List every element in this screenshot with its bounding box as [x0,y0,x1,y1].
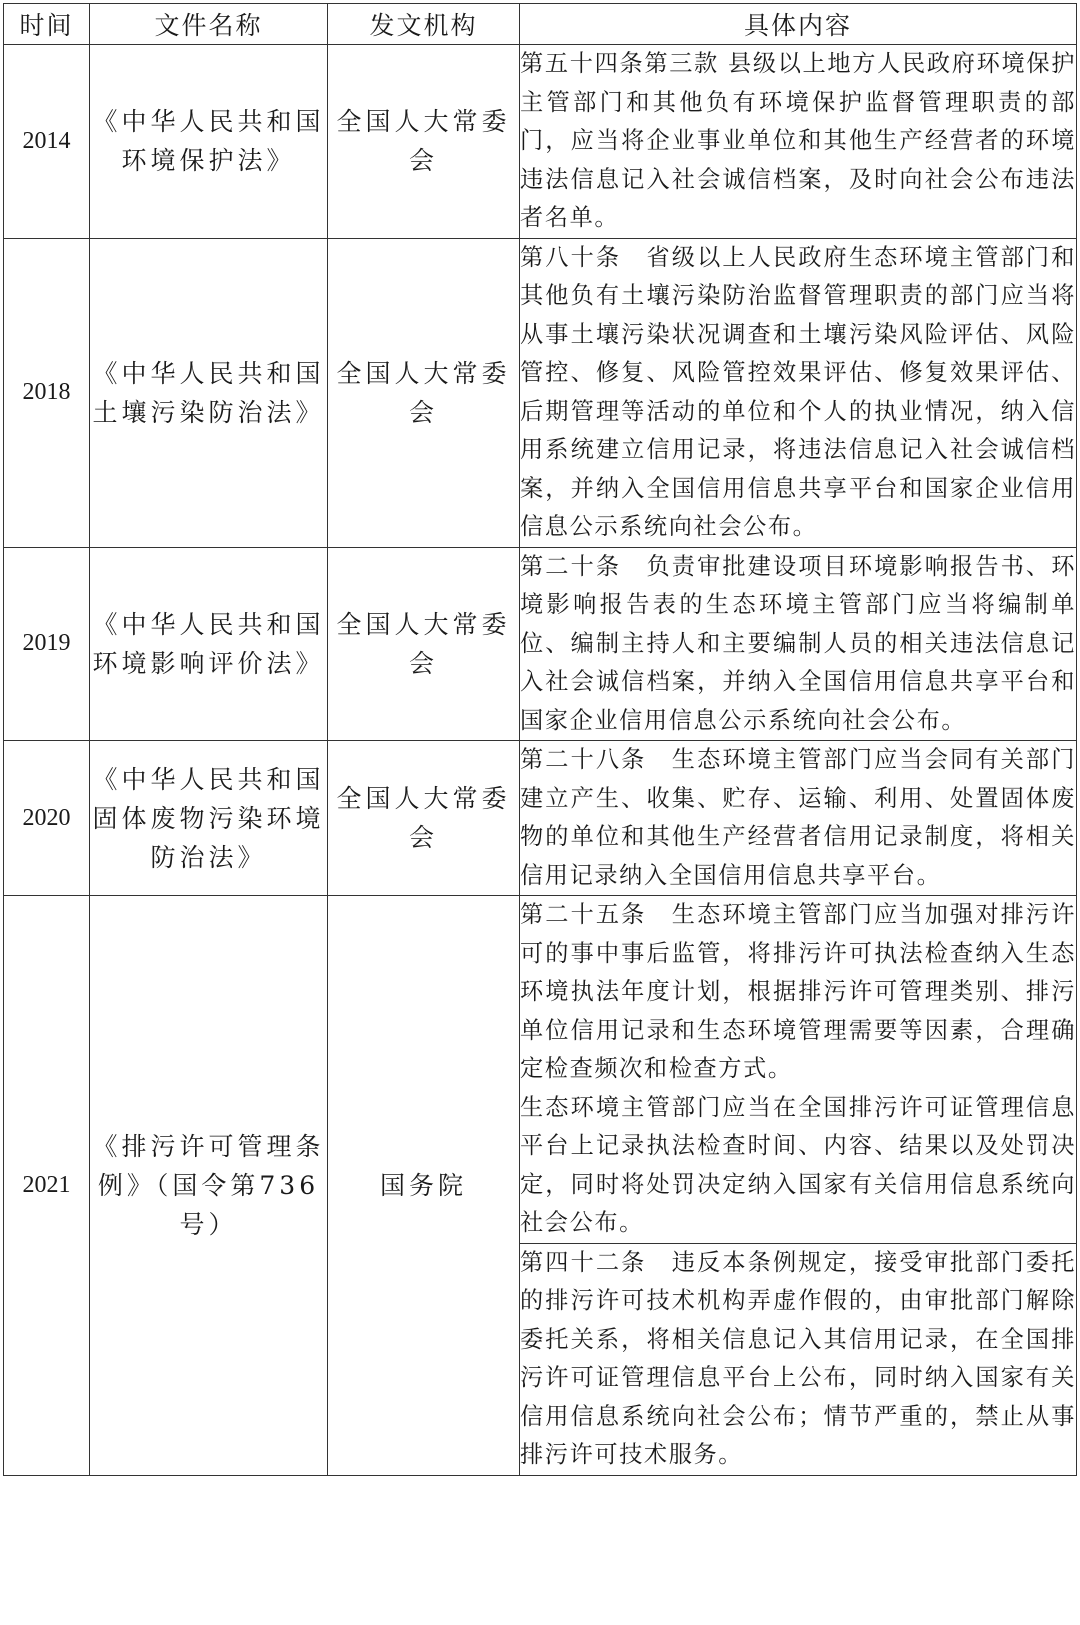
year-cell: 2020 [4,741,90,896]
content-paragraph: 第八十条 省级以上人民政府生态环境主管部门和其他负有土壤污染防治监督管理职责的部门应当将从事土壤污染状况调查和土壤污染风险评估、风险管控、修复、风险管控效果评估、修复效果评估、后期管理等活动的单位和个人的执业情况，纳入信用系统建立信用记录，将违法信息记入社会诚信档案，并纳入全国信用信息共享平台和国家企业信用信息公示系统向社会公布。 [520,243,1076,540]
issuer-cell: 全国人大常委会 [328,45,520,239]
issuer-cell: 全国人大常委会 [328,741,520,896]
document-cell: 《中华人民共和国土壤污染防治法》 [90,238,328,547]
document-cell: 《中华人民共和国环境保护法》 [90,45,328,239]
content-paragraph: 第五十四条第三款 县级以上地方人民政府环境保护主管部门和其他负有环境保护监督管理职责的部门，应当将企业事业单位和其他生产经营者的环境违法信息记入社会诚信档案，及时向社会公布违法者名单。 [520,50,1076,231]
content-paragraph: 第二十五条 生态环境主管部门应当加强对排污许可的事中事后监管，将排污许可执法检查纳入生态环境执法年度计划，根据排污许可管理类别、排污单位信用记录和生态环境管理需要等因素，合理确定检查频次和检查方式。 [520,901,1076,1082]
content-paragraph: 第二十八条 生态环境主管部门应当会同有关部门建立产生、收集、贮存、运输、利用、处置固体废物的单位和其他生产经营者信用记录制度，将相关信用记录纳入全国信用信息共享平台。 [520,746,1076,889]
header-issuer: 发文机构 [328,4,520,45]
document-cell: 《中华人民共和国环境影响评价法》 [90,547,328,741]
issuer-cell: 国务院 [328,896,520,1476]
document-cell: 《中华人民共和国固体废物污染环境防治法》 [90,741,328,896]
header-content: 具体内容 [520,4,1077,45]
content-cell [520,896,1077,1244]
year-cell: 2019 [4,547,90,741]
issuer-cell: 全国人大常委会 [328,238,520,547]
table-row [4,741,1077,896]
table-row [4,238,1077,547]
header-row [4,4,1077,45]
content-paragraph: 生态环境主管部门应当在全国排污许可证管理信息平台上记录执法检查时间、内容、结果以及处罚决定，同时将处罚决定纳入国家有关信用信息系统向社会公布。 [520,1093,1076,1236]
content-paragraph: 第二十条 负责审批建设项目环境影响报告书、环境影响报告表的生态环境主管部门应当将编制单位、编制主持人和主要编制人员的相关违法信息记入社会诚信档案，并纳入全国信用信息共享平台和国家企业信用信息公示系统向社会公布。 [520,552,1076,734]
header-year: 时间 [4,4,90,45]
year-cell: 2014 [4,45,90,239]
table-row [4,896,1077,1244]
issuer-cell: 全国人大常委会 [328,547,520,741]
table-row [4,547,1077,741]
regulations-table [3,3,1077,1476]
table-row [4,45,1077,239]
content-cell [520,45,1077,239]
content-cell [520,547,1077,741]
year-cell: 2021 [4,896,90,1476]
content-paragraph: 第四十二条 违反本条例规定，接受审批部门委托的排污许可技术机构弄虚作假的，由审批部门解除委托关系，将相关信息记入其信用记录，在全国排污许可证管理信息平台上公布，同时纳入国家有关信用信息系统向社会公布；情节严重的，禁止从事排污许可技术服务。 [520,1248,1076,1468]
content-cell [520,238,1077,547]
content-cell [520,1243,1077,1475]
year-cell: 2018 [4,238,90,547]
document-cell: 《排污许可管理条例》（国令第736号） [90,896,328,1476]
content-cell [520,741,1077,896]
header-document: 文件名称 [90,4,328,45]
